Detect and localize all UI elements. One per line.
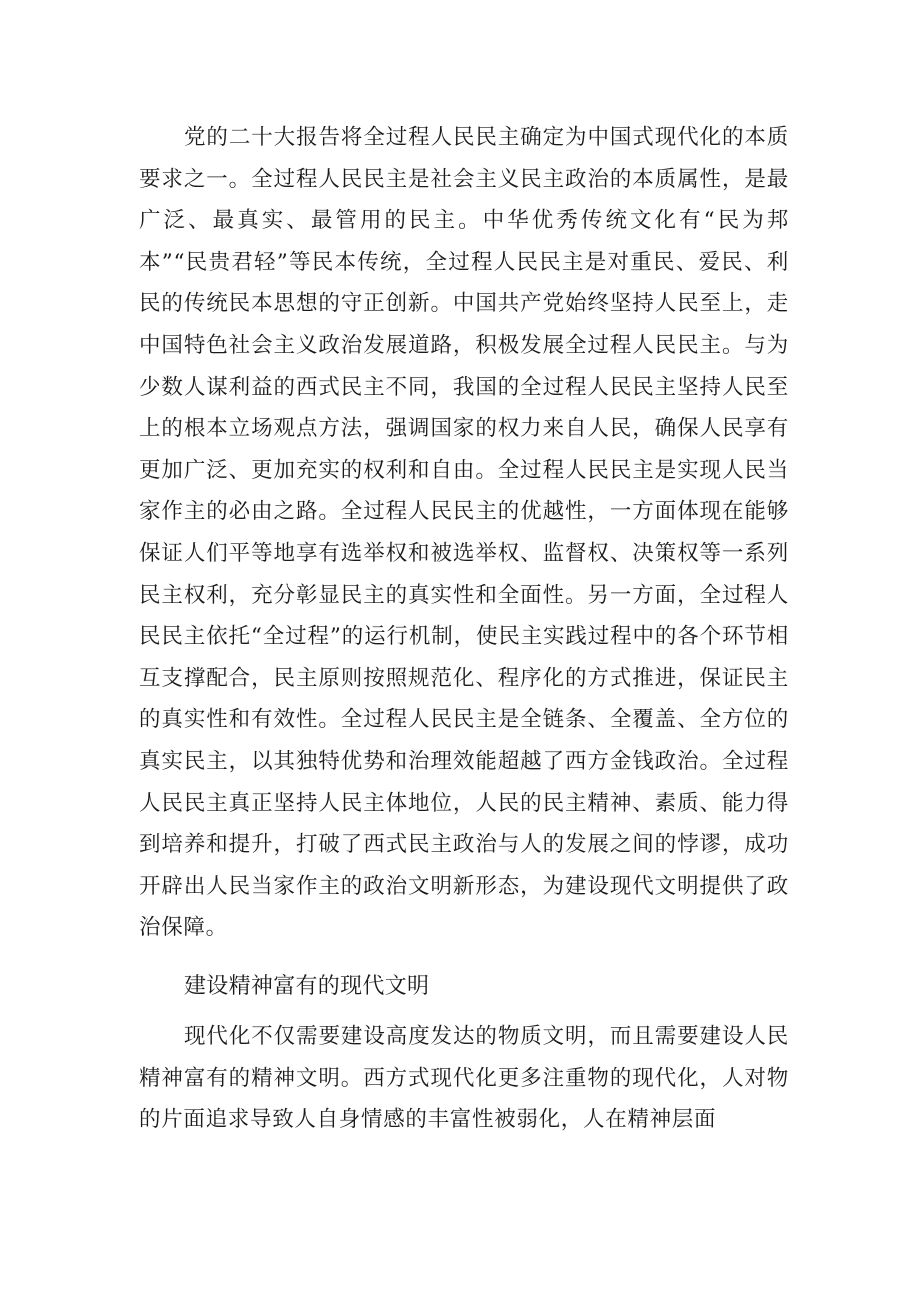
section-heading: 建设精神富有的现代文明 [184,974,430,999]
body-paragraph: 党的二十大报告将全过程人民民主确定为中国式现代化的本质要求之一。全过程人民民主是社会主义民主政治的本质属性，是最广泛、最真实、最管用的民主。中华优秀传统文化有“民为邦本”“民贵君轻”等民本传统，全过程人民民主是对重民、爱民、利民的传统民本思想的守正创新。中国共产党始终坚持人民至上，走中国特色社会主义政治发展道路，积极发展全过程人民民主。与为少数人谋利益的西式民主不同，我国的全过程人民民主坚持人民至上的根本立场观点方法，强调国家的权力来自人民，确保人民享有更加广泛、更加充实的权利和自由。全过程人民民主是实现人民当家作主的必由之路。全过程人民民主的优越性，一方面体现在能够保证人们平等地享有选举权和被选举权、监督权、决策权等一系列民主权利，充分彰显民主的真实性和全面性。另一方面，全过程人民民主依托“全过程”的运行机制，使民主实践过程中的各个环节相互支撑配合，民主原则按照规范化、程序化的方式推进，保证民主的真实性和有效性。全过程人民民主是全链条、全覆盖、全方位的真实民主，以其独特优势和治理效能超越了西方金钱政治。全过程人民民主真正坚持人民主体地位，人民的民主精神、素质、能力得到培养和提升，打破了西式民主政治与人的发展之间的悖谬，成功开辟出人民当家作主的政治文明新形态，为建设现代文明提供了政治保障。 [139,125,789,941]
body-paragraph: 现代化不仅需要建设高度发达的物质文明，而且需要建设人民精神富有的精神文明。西方式现代化更多注重物的现代化，人对物的片面追求导致人自身情感的丰富性被弱化，人在精神层面 [139,1024,789,1133]
